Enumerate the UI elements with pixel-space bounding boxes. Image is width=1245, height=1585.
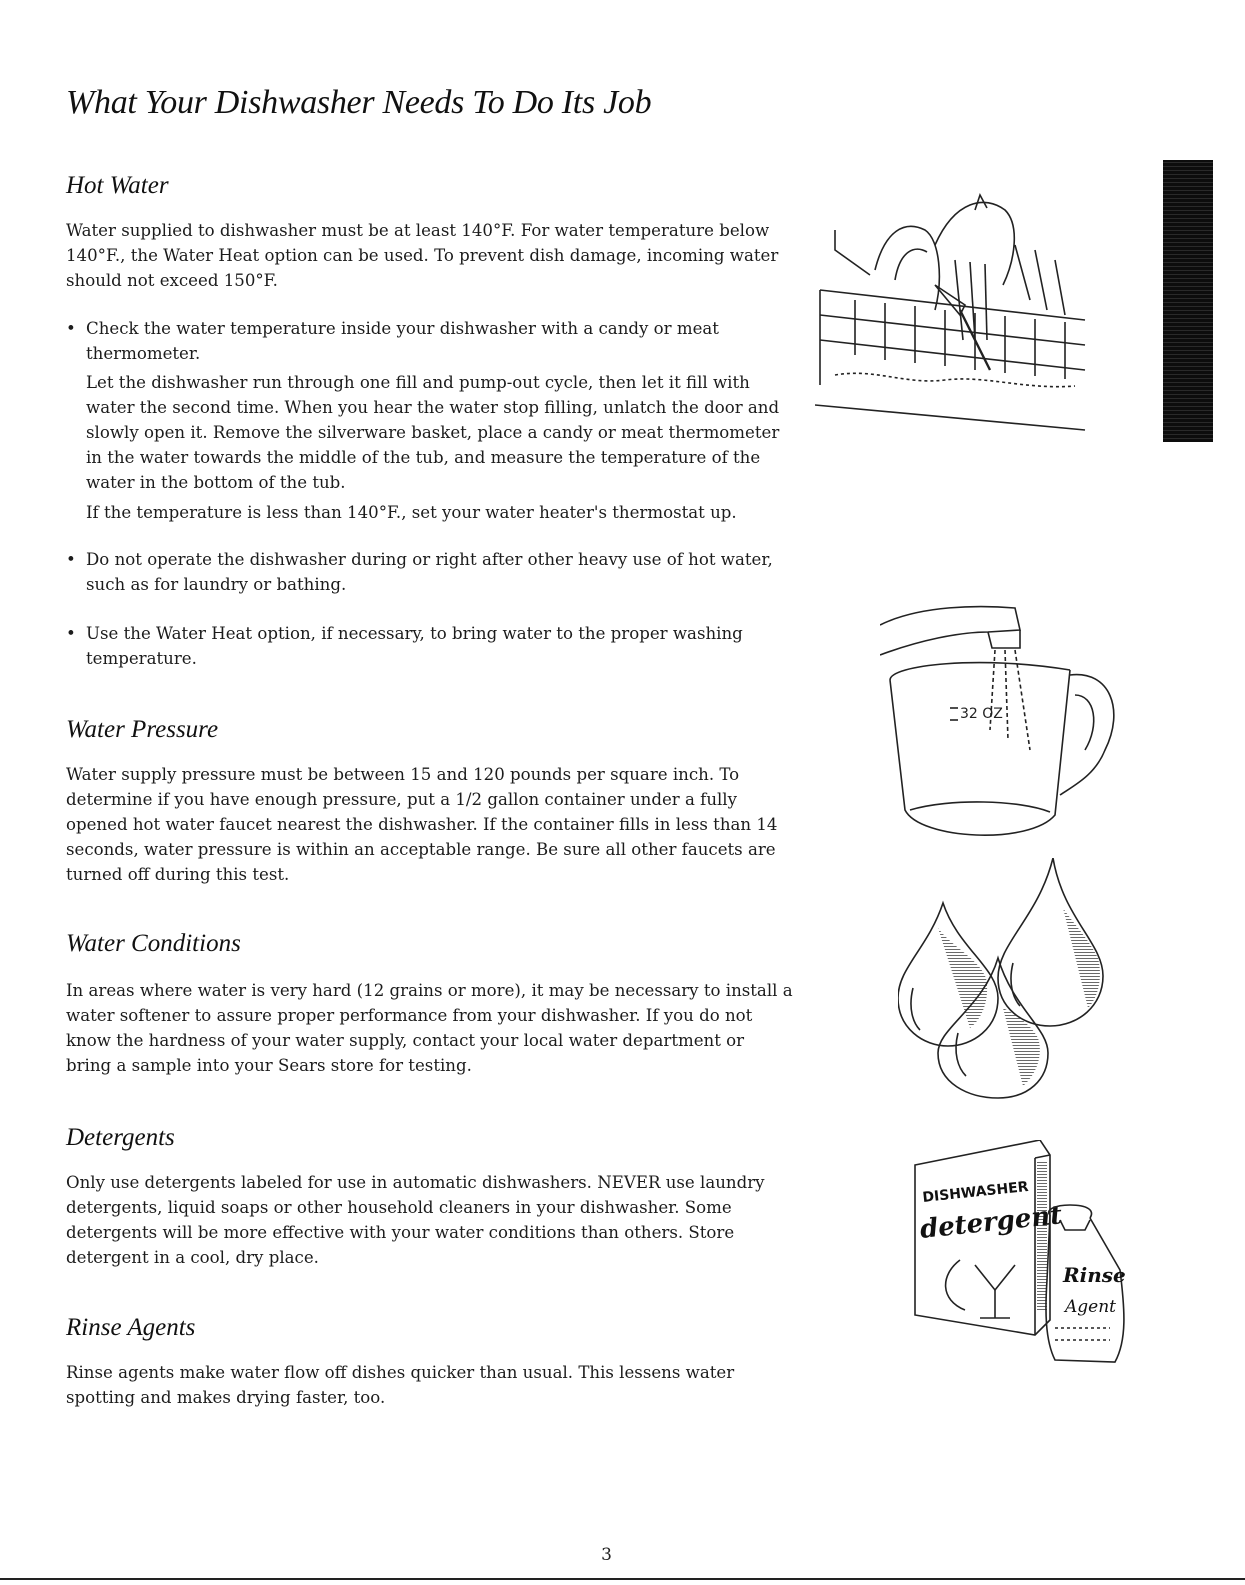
measuring-cup-illustration	[880, 600, 1140, 865]
bottom-rule	[0, 1578, 1245, 1580]
hot-water-bullet-water-heat-option	[66, 621, 794, 671]
water-droplets-illustration	[898, 858, 1113, 1103]
bottle-label-agent: Agent	[1065, 1297, 1116, 1317]
page-number: 3	[601, 1545, 612, 1565]
bullet-text: Do not operate the dishwasher during or right after other heavy use of hot water, such as for laundry or bathing.	[86, 550, 773, 594]
cup-measure-label: 32 OZ	[960, 706, 1003, 722]
water-pressure-body: Water supply pressure must be between 15 and 120 pounds per square inch. To determine if you have enough pressure, put a 1/2 gallon container under a fully opened hot water faucet nearest the dishwasher. If the container fills in less than 14 seconds, water pressure is within an acceptable range. Be sure all other faucets are turned off during this test.	[66, 765, 778, 884]
section-heading-water-pressure: Water Pressure	[66, 716, 219, 743]
bullet-marker: •	[66, 550, 76, 569]
section-heading-detergents: Detergents	[66, 1124, 175, 1151]
hot-water-thermostat-note: If the temperature is less than 140°F., set your water heater's thermostat up.	[86, 503, 737, 522]
bullet-marker: •	[66, 319, 76, 338]
detergent-box-illustration	[905, 1140, 1135, 1375]
hot-water-procedure: Let the dishwasher run through one fill and pump-out cycle, then let it fill with water the second time. When you hear the water stop filling, unlatch the door and slowly open it. Remove the silverware basket, place a candy or meat thermometer in the water towards the middle of the tub, and measure the temperature of the water in the bottom of the tub.	[86, 373, 780, 492]
bullet-marker: •	[66, 624, 76, 643]
page-title: What Your Dishwasher Needs To Do Its Job	[66, 84, 652, 121]
page-edge-tab	[1163, 160, 1213, 442]
section-heading-rinse-agents: Rinse Agents	[66, 1314, 196, 1341]
hot-water-intro: Water supplied to dishwasher must be at least 140°F. For water temperature below 140°F., the Water Heat option can be used. To prevent dish damage, incoming water should not exceed 150°F.	[66, 221, 779, 290]
detergents-body: Only use detergents labeled for use in automatic dishwashers. NEVER use laundry detergents, liquid soaps or other household cleaners in your dishwasher. Some detergents will be more effective with your water conditions than others. Store detergent in a cool, dry place.	[66, 1173, 765, 1267]
bullet-text: Check the water temperature inside your dishwasher with a candy or meat thermometer.	[86, 319, 719, 363]
dishwasher-rack-illustration	[815, 190, 1105, 440]
hot-water-bullet-heavy-use	[66, 547, 794, 597]
bottle-label-rinse: Rinse	[1063, 1263, 1126, 1287]
water-conditions-body: In areas where water is very hard (12 grains or more), it may be necessary to install a water softener to assure proper performance from your dishwasher. If you do not know the hardness of your water supply, contact your local water department or bring a sample into your Sears store for testing.	[66, 981, 793, 1075]
box-label-dishwasher: DISHWASHER	[921, 1178, 1030, 1206]
rinse-agents-body: Rinse agents make water flow off dishes quicker than usual. This lessens water spotting and makes drying faster, too.	[66, 1363, 735, 1407]
section-heading-water-conditions: Water Conditions	[66, 930, 241, 957]
bullet-text: Use the Water Heat option, if necessary, to bring water to the proper washing temperature.	[86, 624, 743, 668]
box-label-detergent: detergent	[918, 1200, 1064, 1245]
hot-water-bullet-check-temperature	[66, 316, 794, 366]
section-heading-hot-water: Hot Water	[66, 172, 169, 199]
